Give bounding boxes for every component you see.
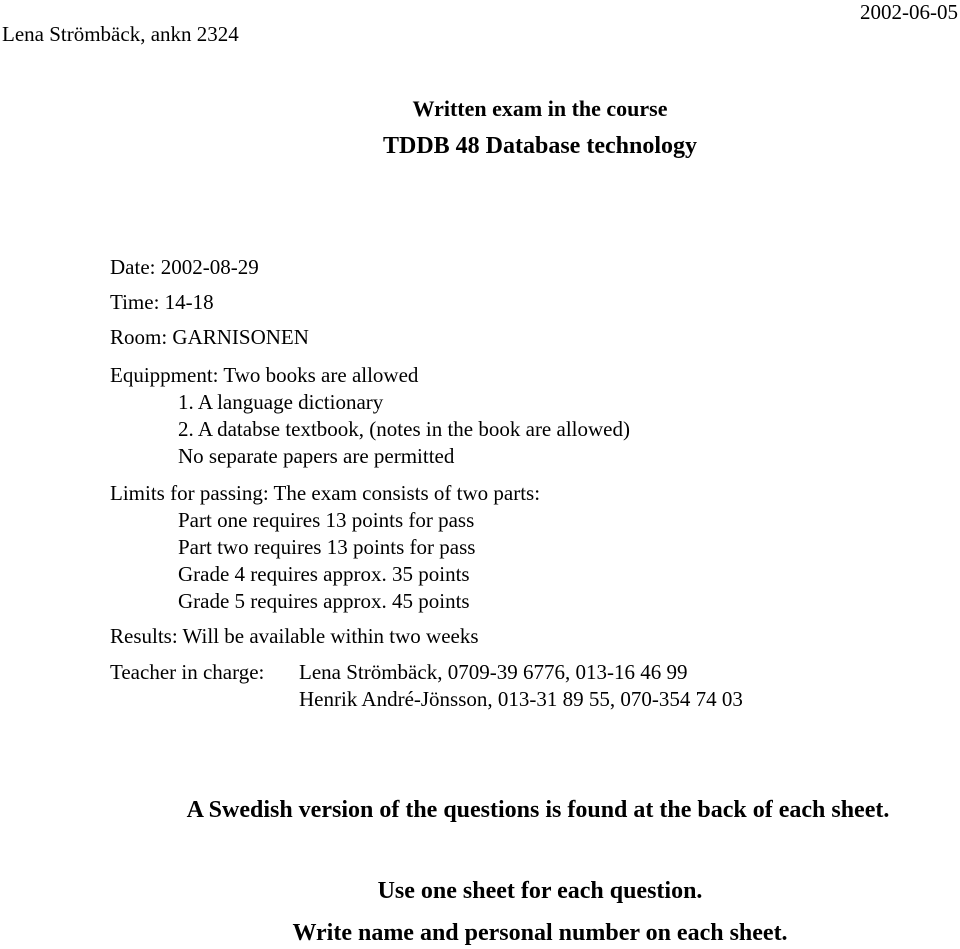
limits-part-one: Part one requires 13 points for pass: [178, 508, 475, 532]
limits-part-two: Part two requires 13 points for pass: [178, 535, 476, 559]
name-number-note: Write name and personal number on each sheet.: [292, 920, 788, 946]
limits-grade-4: Grade 4 requires approx. 35 points: [178, 562, 470, 586]
one-sheet-note: Use one sheet for each question.: [377, 878, 703, 904]
results-line: Results: Will be available within two weeks: [110, 624, 479, 648]
author-header: Lena Strömbäck, ankn 2324: [2, 22, 239, 46]
equipment-note: No separate papers are permitted: [178, 444, 455, 468]
teacher-label: Teacher in charge:: [110, 660, 265, 684]
exam-date: Date: 2002-08-29: [110, 255, 259, 279]
equipment-item-2: 2. A databse textbook, (notes in the book are allowed): [178, 417, 630, 441]
exam-time: Time: 14-18: [110, 290, 214, 314]
teacher-line-1: Lena Strömbäck, 0709-39 6776, 013-16 46 99: [299, 660, 688, 684]
header-date: 2002-06-05: [860, 0, 958, 24]
teacher-line-2: Henrik André-Jönsson, 013-31 89 55, 070-354 74 03: [299, 687, 743, 711]
exam-equipment: Equippment: Two books are allowed: [110, 363, 419, 387]
exam-room: Room: GARNISONEN: [110, 325, 309, 349]
exam-title-line1: Written exam in the course: [412, 96, 668, 121]
limits-heading: Limits for passing: The exam consists of two parts:: [110, 481, 541, 505]
equipment-item-1: 1. A language dictionary: [178, 390, 384, 414]
limits-grade-5: Grade 5 requires approx. 45 points: [178, 589, 470, 613]
swedish-version-note: A Swedish version of the questions is found at the back of each sheet.: [186, 797, 890, 823]
exam-title-course: TDDB 48 Database technology: [382, 133, 697, 159]
